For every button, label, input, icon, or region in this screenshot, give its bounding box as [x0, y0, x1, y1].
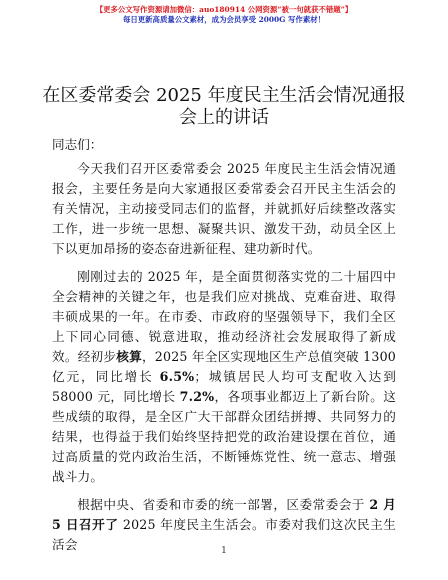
- paragraph-2-text-a: 刚刚过去的 2025 年，是全面贯彻落实党的二十届四中全会精神的关键之年，也是我们应对挑战、克难奋进、取得丰硕成果的一年。在市委、市政府的坚强领导下，我们全区上下同心同德、锐意进取，推动经济社会发展取得了新成效。经初步: [52, 269, 396, 364]
- paragraph-3-bold-date: 2 月 5 日召开了: [52, 497, 396, 532]
- paragraph-3-text-c: 2025 年度民主生活会。市委对我们这次民主生活会: [52, 517, 396, 552]
- paragraph-2-bold-income-growth: 7.2%: [179, 389, 215, 404]
- paragraph-2-text-e: ，各项事业都迈上了新台阶。这些成绩的取得，是全区广大干部群众团结拼搏、共同努力的结果，也得益于我们始终坚持把党的政治建设摆在首位，通过高质量的党内政治生活，不断锤炼党性、统一意志、增强战斗力。: [52, 389, 396, 484]
- paragraph-2-text-d: ；城镇居民人均可支配收入达到 58000 元，同比增长: [52, 369, 396, 404]
- paragraph-2-text-c: ，2025 年全区实现地区生产总值突破 1300 亿元，同比增长: [52, 349, 396, 384]
- document-title: 在区委常委会 2025 年度民主生活会情况通报会上的讲话: [42, 85, 406, 128]
- promo-line-blue: 每日更新高质量公文素材，成为会员享受 2000G 写作素材！: [122, 15, 325, 24]
- document-body: [52, 135, 396, 563]
- paragraph-1: 今天我们召开区委常委会 2025 年度民主生活会情况通报会，主要任务是向大家通报区委常委会召开民主生活会的有关情况，主动接受同志们的监督，并就抓好后续整改落实工作，进一步统一思想、凝聚共识、激发干劲，动员全区上下以更加昂扬的姿态奋进新征程、建功新时代。: [52, 161, 396, 256]
- promo-banner: [0, 5, 448, 25]
- greeting: 同志们：: [52, 137, 103, 152]
- paragraph-2-bold-accounting: 核算: [116, 349, 142, 364]
- page-number: 1: [221, 546, 227, 556]
- paragraph-3-text-a: 根据中央、省委和市委的统一部署，区委常委会于: [77, 497, 370, 512]
- promo-line-red: 【更多公文写作资源请加微信：auo180914 公网资源“被一句就获不错题”】: [95, 5, 353, 14]
- paragraph-2-bold-gdp-growth: 6.5%: [159, 369, 195, 384]
- paragraph-2: [52, 267, 396, 487]
